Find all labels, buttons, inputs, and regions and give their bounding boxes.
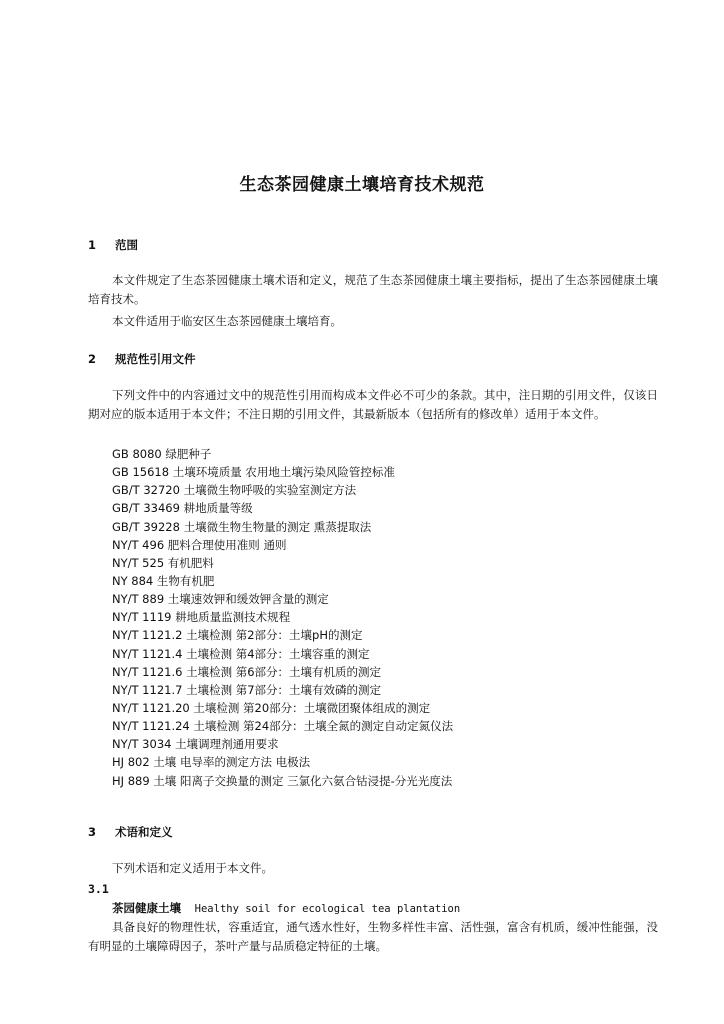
- section-2-intro: 下列文件中的内容通过文中的规范性引用而构成本文件必不可少的条款。其中，注日期的引用文件，仅该日期对应的版本适用于本文件；不注日期的引用文件，其最新版本（包括所有的修改单）适用于本文件。: [88, 388, 658, 421]
- reference-item: NY 884 生物有机肥: [112, 573, 215, 588]
- reference-item: NY/T 496 肥料合理使用准则 通则: [112, 537, 287, 552]
- section-3-number: 3: [88, 825, 97, 839]
- term-definition: 具备良好的物理性状，容重适宜，通气透水性好，生物多样性丰富、活性强，富含有机质，缓冲性能强，没有明显的土壤障碍因子，茶叶产量与品质稳定特征的土壤。: [88, 920, 658, 953]
- reference-list: [112, 445, 453, 790]
- section-3-intro: 下列术语和定义适用于本文件。: [112, 861, 273, 875]
- section-1-paragraph-1: 本文件规定了生态茶园健康土壤术语和定义，规范了生态茶园健康土壤主要指标，提出了生态茶园健康土壤培育技术。: [88, 273, 658, 306]
- reference-item: GB/T 32720 土壤微生物呼吸的实验室测定方法: [112, 483, 357, 498]
- reference-item: NY/T 3034 土壤调理剂通用要求: [112, 737, 279, 752]
- reference-item: GB 8080 绿肥种子: [112, 447, 212, 461]
- section-2-heading: [88, 351, 196, 367]
- term-number: 3.1: [88, 882, 109, 896]
- section-3-title: 术语和定义: [115, 825, 173, 839]
- reference-item: NY/T 889 土壤速效钾和缓效钾含量的测定: [112, 592, 329, 607]
- reference-item: NY/T 1121.24 土壤检测 第24部分：土壤全氮的测定自动定氮仪法: [112, 719, 454, 734]
- document-title: 生态茶园健康土壤培育技术规范: [239, 175, 485, 195]
- section-1-heading: [88, 237, 138, 253]
- reference-item: HJ 802 土壤 电导率的测定方法 电极法: [112, 755, 311, 770]
- section-1-paragraph-2: 本文件适用于临安区生态茶园健康土壤培育。: [112, 314, 342, 328]
- section-2-title: 规范性引用文件: [115, 352, 196, 366]
- section-1-number: 1: [88, 238, 97, 252]
- reference-item: GB/T 39228 土壤微生物生物量的测定 熏蒸提取法: [112, 519, 372, 534]
- section-3-heading: [88, 824, 173, 840]
- reference-item: NY/T 1121.6 土壤检测 第6部分：土壤有机质的测定: [112, 664, 382, 679]
- section-1-title: 范围: [115, 238, 139, 252]
- reference-item: NY/T 1119 耕地质量监测技术规程: [112, 610, 291, 625]
- term-chinese: 茶园健康土壤: [112, 901, 181, 915]
- reference-item: GB/T 33469 耕地质量等级: [112, 501, 253, 516]
- reference-item: NY/T 1121.4 土壤检测 第4部分：土壤容重的测定: [112, 646, 370, 661]
- reference-item: NY/T 1121.20 土壤检测 第20部分：土壤微团聚体组成的测定: [112, 700, 431, 715]
- reference-item: HJ 889 土壤 阳离子交换量的测定 三氯化六氨合钴浸提-分光光度法: [112, 773, 453, 788]
- reference-item: GB 15618 土壤环境质量 农用地土壤污染风险管控标准: [112, 465, 395, 480]
- reference-item: NY/T 1121.2 土壤检测 第2部分：土壤pH的测定: [112, 628, 363, 643]
- reference-item: NY/T 1121.7 土壤检测 第7部分：土壤有效磷的测定: [112, 682, 382, 697]
- term-title: [112, 900, 460, 916]
- term-english: Healthy soil for ecological tea plantation: [194, 903, 461, 915]
- reference-item: NY/T 525 有机肥料: [112, 555, 214, 570]
- section-2-number: 2: [88, 352, 97, 366]
